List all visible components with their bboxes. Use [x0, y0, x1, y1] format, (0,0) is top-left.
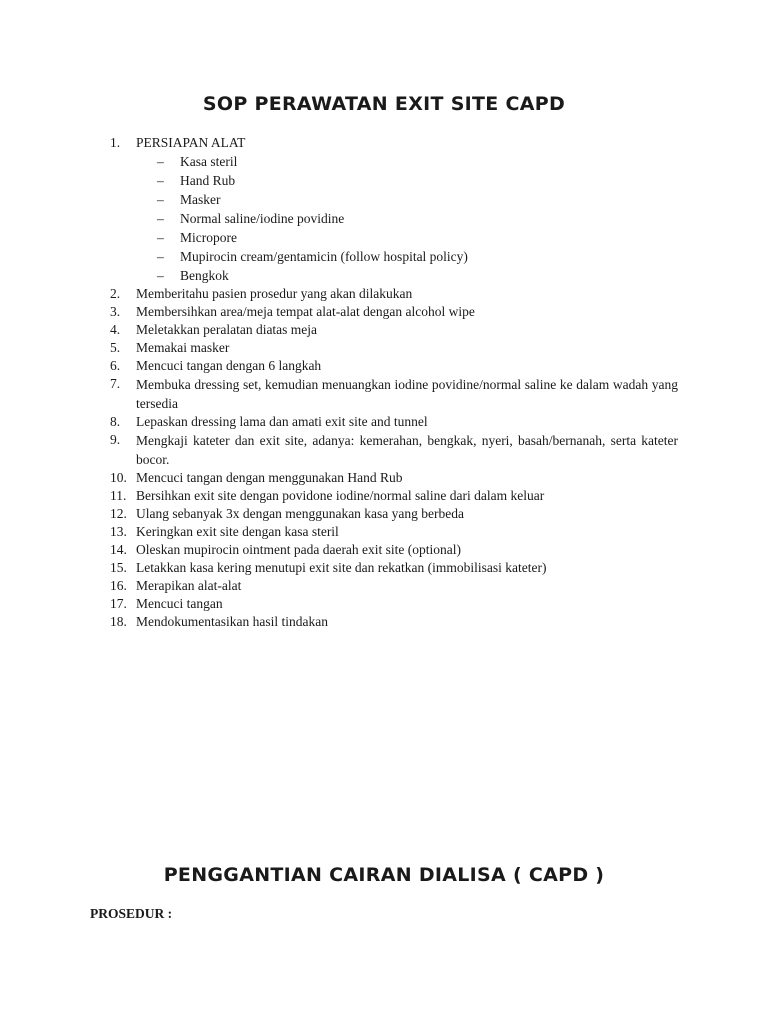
- list-item: [110, 469, 678, 487]
- dash-bullet: –: [157, 249, 164, 264]
- list-item: [110, 523, 678, 541]
- list-item: [110, 285, 678, 303]
- item-text: Memakai masker: [136, 340, 230, 355]
- list-item: [110, 613, 678, 631]
- item-text: Merapikan alat-alat: [136, 578, 242, 593]
- list-item: [110, 321, 678, 339]
- item-text: Keringkan exit site dengan kasa steril: [136, 524, 339, 539]
- list-item: [110, 541, 678, 559]
- item-number: 3.: [110, 304, 121, 319]
- list-item: [110, 559, 678, 577]
- tool-list: [110, 152, 678, 285]
- dash-bullet: –: [157, 154, 164, 169]
- item-text: PERSIAPAN ALAT: [136, 135, 246, 150]
- list-item: [110, 339, 678, 357]
- item-text: Ulang sebanyak 3x dengan menggunakan kasa yang berbeda: [136, 506, 465, 521]
- item-number: 10.: [110, 470, 127, 485]
- list-item: [110, 134, 678, 152]
- item-text: Mencuci tangan: [136, 596, 223, 611]
- item-text: Memberitahu pasien prosedur yang akan dilakukan: [136, 286, 413, 301]
- item-number: 18.: [110, 614, 127, 629]
- item-text: Mengkaji kateter dan exit site, adanya: kemerahan, bengkak, nyeri, basah/bernanah, serta kateter bocor.: [136, 433, 678, 467]
- tool-item: – Mupirocin cream/gentamicin (follow hospital policy): [157, 249, 468, 264]
- list-item: [110, 303, 678, 321]
- list-item: [110, 505, 678, 523]
- item-number: 8.: [110, 414, 121, 429]
- page-title: SOP PERAWATAN EXIT SITE CAPD: [202, 93, 566, 115]
- item-number: 4.: [110, 322, 121, 337]
- item-text: Mencuci tangan dengan 6 langkah: [136, 358, 322, 373]
- procedure-label: PROSEDUR :: [90, 906, 173, 921]
- item-number: 5.: [110, 340, 121, 355]
- item-number: 2.: [110, 286, 121, 301]
- list-item: [110, 595, 678, 613]
- item-number: 15.: [110, 560, 127, 575]
- tool-item: – Kasa steril: [157, 154, 238, 169]
- item-number: 1.: [110, 135, 121, 150]
- list-item: [110, 431, 678, 469]
- dash-bullet: –: [157, 268, 164, 283]
- item-text: Mendokumentasikan hasil tindakan: [136, 614, 328, 629]
- tool-item: – Masker: [157, 192, 221, 207]
- item-number: 12.: [110, 506, 127, 521]
- item-text: Letakkan kasa kering menutupi exit site dan rekatkan (immobilisasi kateter): [136, 560, 547, 575]
- item-text: Membersihkan area/meja tempat alat-alat dengan alcohol wipe: [136, 304, 475, 319]
- item-number: 11.: [110, 488, 127, 503]
- tool-item: – Micropore: [157, 230, 237, 245]
- item-number: 7.: [110, 376, 121, 391]
- dash-bullet: –: [157, 211, 164, 226]
- item-number: 14.: [110, 542, 127, 557]
- list-item: [110, 577, 678, 595]
- list-item: [110, 413, 678, 431]
- section-title: PENGGANTIAN CAIRAN DIALISA ( CAPD ): [163, 864, 605, 886]
- item-text: Membuka dressing set, kemudian menuangkan iodine povidine/normal saline ke dalam wadah yang tersedia: [136, 377, 678, 411]
- item-number: 9.: [110, 432, 121, 447]
- item-text: Lepaskan dressing lama dan amati exit site and tunnel: [136, 414, 428, 429]
- list-item: [110, 375, 678, 413]
- item-text: Meletakkan peralatan diatas meja: [136, 322, 318, 337]
- tool-item: – Normal saline/iodine povidine: [157, 211, 345, 226]
- dash-bullet: –: [157, 230, 164, 245]
- item-number: 17.: [110, 596, 127, 611]
- dash-bullet: –: [157, 173, 164, 188]
- item-text: Mencuci tangan dengan menggunakan Hand Rub: [136, 470, 403, 485]
- item-text: Oleskan mupirocin ointment pada daerah exit site (optional): [136, 542, 462, 557]
- tool-item: – Hand Rub: [157, 173, 236, 188]
- item-text: Bersihkan exit site dengan povidone iodine/normal saline dari dalam keluar: [136, 488, 545, 503]
- tool-item: – Bengkok: [157, 268, 229, 283]
- item-number: 13.: [110, 524, 127, 539]
- item-number: 16.: [110, 578, 127, 593]
- item-number: 6.: [110, 358, 121, 373]
- dash-bullet: –: [157, 192, 164, 207]
- list-item: [110, 487, 678, 505]
- procedure-list: [110, 134, 678, 631]
- list-item: [110, 357, 678, 375]
